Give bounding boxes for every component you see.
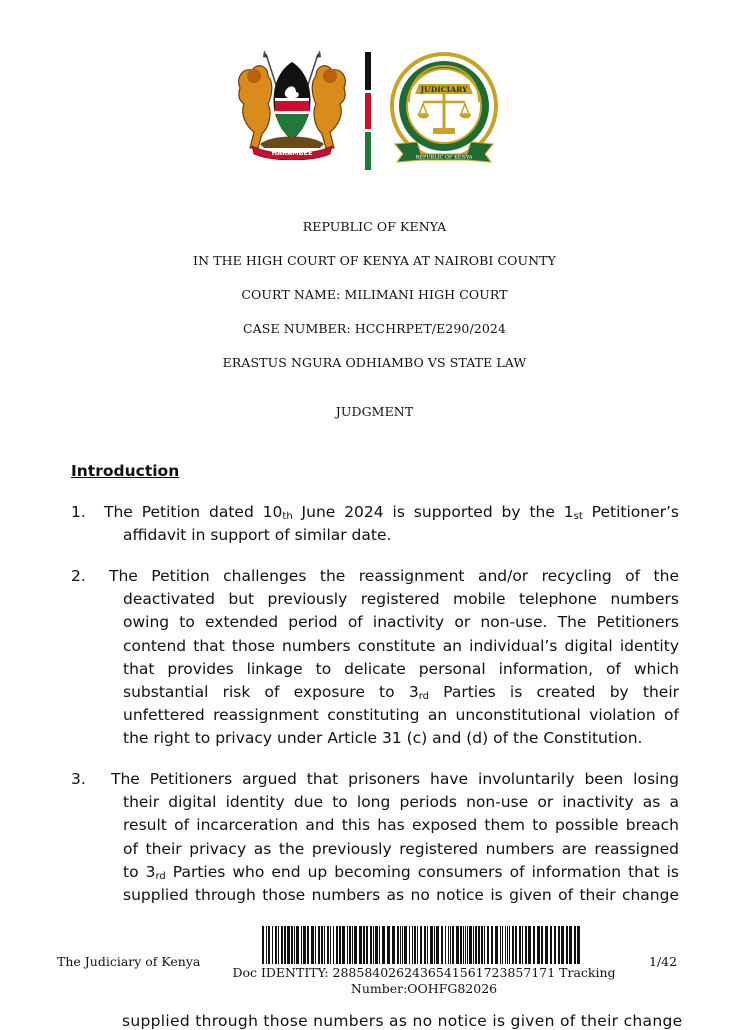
section-title-introduction: Introduction: [71, 462, 180, 480]
barcode-bar: [465, 926, 466, 964]
paragraph-line: [71, 501, 679, 524]
barcode-bar: [420, 926, 422, 964]
barcode-bar: [324, 926, 325, 964]
barcode-bar: [512, 926, 514, 964]
barcode-bar: [336, 926, 338, 964]
barcode-bar: [456, 926, 459, 964]
barcode-bar: [375, 926, 378, 964]
barcode-bar: [577, 926, 580, 964]
barcode-bar: [404, 926, 407, 964]
text-run: substantial risk of exposure to 3: [123, 682, 419, 701]
judiciary-seal-ribbon: REPUBLIC OF KENYA: [415, 154, 473, 161]
barcode-bar: [463, 926, 464, 964]
barcode-bar: [481, 926, 483, 964]
barcode-bar: [441, 926, 443, 964]
barcode-bar: [347, 926, 348, 964]
barcode-bar: [268, 926, 270, 964]
barcode-bar: [359, 926, 362, 964]
barcode-bar: [311, 926, 314, 964]
paragraph-line: deactivated but previously registered mobile telephone numbers: [123, 590, 679, 609]
barcode-bar: [412, 926, 413, 964]
judiciary-seal-title: JUDICIARY: [420, 85, 468, 94]
paragraph-line: The Petition challenges the reassignment and/or recycling of the: [109, 567, 679, 585]
barcode-bar: [554, 926, 556, 964]
doc-identity: Doc IDENTITY: 28858402624365415617238571​71 Tracking: [232, 965, 616, 980]
paragraph-number: 1.: [71, 503, 86, 521]
barcode-bar: [330, 926, 331, 964]
case-number: CASE NUMBER: HCCHRPET/E290/2024: [243, 321, 506, 336]
ordinal-suffix: rd: [418, 690, 429, 702]
page-number: 1/42: [649, 954, 678, 969]
barcode-bar: [522, 926, 523, 964]
barcode-bar: [491, 926, 493, 964]
barcode-bar: [278, 926, 279, 964]
paragraph-line: owing to extended period of inactivity or non-use. The Petitioners: [123, 613, 679, 632]
case-parties: ERASTUS NGURA ODHIAMBO VS STATE LAW: [222, 355, 527, 370]
barcode-bar: [370, 926, 372, 964]
barcode-bar: [478, 926, 480, 964]
barcode-bar: [272, 926, 273, 964]
barcode-bar: [414, 926, 416, 964]
paragraph-line: [71, 681, 679, 704]
barcode-bar: [475, 926, 477, 964]
barcode-bar: [427, 926, 428, 964]
barcode-bar: [452, 926, 454, 964]
barcode-bar: [294, 926, 295, 964]
barcode-bar: [469, 926, 472, 964]
text-run: The Petition dated 10: [104, 503, 283, 521]
barcode-bar: [397, 926, 399, 964]
barcode-bar: [541, 926, 543, 964]
harambee-motto-glyphs: HARAMBEE: [271, 149, 313, 157]
barcode-bar: [450, 926, 451, 964]
flag-divider: [365, 52, 371, 170]
barcode-bar: [417, 926, 418, 964]
barcode-bar: [392, 926, 395, 964]
paragraph-2: [71, 565, 679, 751]
paragraph-line: unfettered reassignment constituting an unconstitutional violation of: [123, 706, 679, 725]
barcode-bar: [339, 926, 341, 964]
paragraph-line: affidavit in support of similar date.: [123, 526, 392, 545]
paragraph-line: that provides linkage to delicate personal information, of which: [123, 659, 679, 678]
barcode-bar: [366, 926, 368, 964]
barcode-bar: [409, 926, 410, 964]
paragraph-number: 3.: [71, 770, 86, 788]
barcode-icon: [262, 926, 581, 964]
barcode-bar: [352, 926, 353, 964]
ordinal-suffix: rd: [155, 870, 166, 882]
barcode-bar: [303, 926, 306, 964]
text-run: to 3: [123, 862, 156, 881]
barcode-bar: [509, 926, 510, 964]
barcode-bar: [519, 926, 521, 964]
document-type: JUDGMENT: [335, 404, 414, 419]
barcode-bar: [291, 926, 293, 964]
paragraph-1: [71, 501, 679, 547]
barcode-bar: [342, 926, 345, 964]
barcode-bar: [561, 926, 564, 964]
kenya-coat-of-arms-icon: [232, 48, 352, 160]
barcode-bar: [382, 926, 385, 964]
barcode-bar: [460, 926, 462, 964]
paragraph-line: result of incarceration and this has exposed them to possible breach: [123, 816, 679, 835]
barcode-bar: [424, 926, 426, 964]
footer-doc-identity: [224, 965, 624, 997]
barcode-bar: [495, 926, 498, 964]
barcode-bar: [467, 926, 468, 964]
paragraph-line: of their privacy as the previously registered numbers are reassigned: [123, 839, 679, 858]
barcode-bar: [528, 926, 531, 964]
barcode-bar: [448, 926, 449, 964]
republic-title: REPUBLIC OF KENYA: [302, 219, 447, 234]
barcode-bar: [318, 926, 320, 964]
barcode-bar: [550, 926, 552, 964]
barcode-bar: [533, 926, 535, 964]
barcode-bar: [349, 926, 351, 964]
barcode-bar: [487, 926, 489, 964]
paragraph-line: supplied through those numbers as no notice is given of their change: [123, 885, 679, 904]
barcode-bar: [566, 926, 568, 964]
barcode-bar: [515, 926, 517, 964]
text-run: Parties is created by their: [428, 682, 679, 701]
paragraph-line: their digital identity due to long periods non-use or inactivity as a: [123, 793, 679, 812]
text-run: Petitioner’s: [582, 503, 679, 521]
text-run: June 2024 is supported by the 1: [292, 503, 574, 521]
barcode-bar: [505, 926, 506, 964]
paragraph-line: contend that those numbers constitute an individual’s digital identity: [123, 636, 679, 655]
barcode-bar: [445, 926, 446, 964]
barcode-bar: [284, 926, 286, 964]
barcode-bar: [436, 926, 439, 964]
barcode-bar: [387, 926, 390, 964]
barcode-bar: [525, 926, 527, 964]
barcode-bar: [574, 926, 576, 964]
paragraph-line: the right to privacy under Article 31 (c) and (d) of the Constitution.: [123, 729, 643, 748]
paragraph-number: 2.: [71, 567, 86, 585]
barcode-bar: [558, 926, 560, 964]
barcode-bar: [473, 926, 474, 964]
barcode-bar: [296, 926, 299, 964]
barcode-bar: [430, 926, 433, 964]
footer-judiciary: The Judiciary of Kenya: [57, 954, 201, 969]
ordinal-suffix: st: [573, 511, 583, 522]
barcode-bar: [400, 926, 401, 964]
barcode-bar: [502, 926, 503, 964]
barcode-bar: [569, 926, 572, 964]
barcode-bar: [333, 926, 334, 964]
header-emblems: [232, 48, 502, 176]
barcode-bar: [363, 926, 365, 964]
barcode-bar: [315, 926, 316, 964]
ordinal-suffix: th: [282, 511, 293, 522]
court-name: COURT NAME: MILIMANI HIGH COURT: [241, 287, 508, 302]
barcode-bar: [287, 926, 290, 964]
barcode-bar: [262, 926, 264, 964]
barcode-bar: [275, 926, 277, 964]
court-title: IN THE HIGH COURT OF KENYA AT NAIROBI COUNTY: [193, 253, 556, 268]
barcode-bar: [354, 926, 357, 964]
barcode-bar: [373, 926, 374, 964]
text-run: Parties who end up becoming consumers of information that is: [165, 862, 679, 881]
judiciary-seal-icon: [387, 50, 501, 168]
barcode-bar: [500, 926, 501, 964]
barcode-bar: [327, 926, 329, 964]
barcode-bar: [434, 926, 435, 964]
barcode-bar: [379, 926, 380, 964]
barcode-bar: [402, 926, 403, 964]
barcode-bar: [537, 926, 540, 964]
paragraph-3: [71, 768, 679, 907]
paragraph-line: The Petitioners argued that prisoners have involuntarily been losing: [111, 770, 679, 788]
paragraph-line: [71, 861, 679, 884]
barcode-bar: [307, 926, 309, 964]
barcode-bar: [484, 926, 485, 964]
barcode-bar: [545, 926, 548, 964]
next-page-bleed-text: supplied through those numbers as no notice is given of their change: [122, 1012, 683, 1030]
barcode-bar: [301, 926, 302, 964]
barcode-bar: [281, 926, 283, 964]
barcode-bar: [507, 926, 508, 964]
barcode-bar: [266, 926, 267, 964]
barcode-bar: [321, 926, 323, 964]
tracking-number: Number:OOHFG82026: [350, 981, 498, 996]
